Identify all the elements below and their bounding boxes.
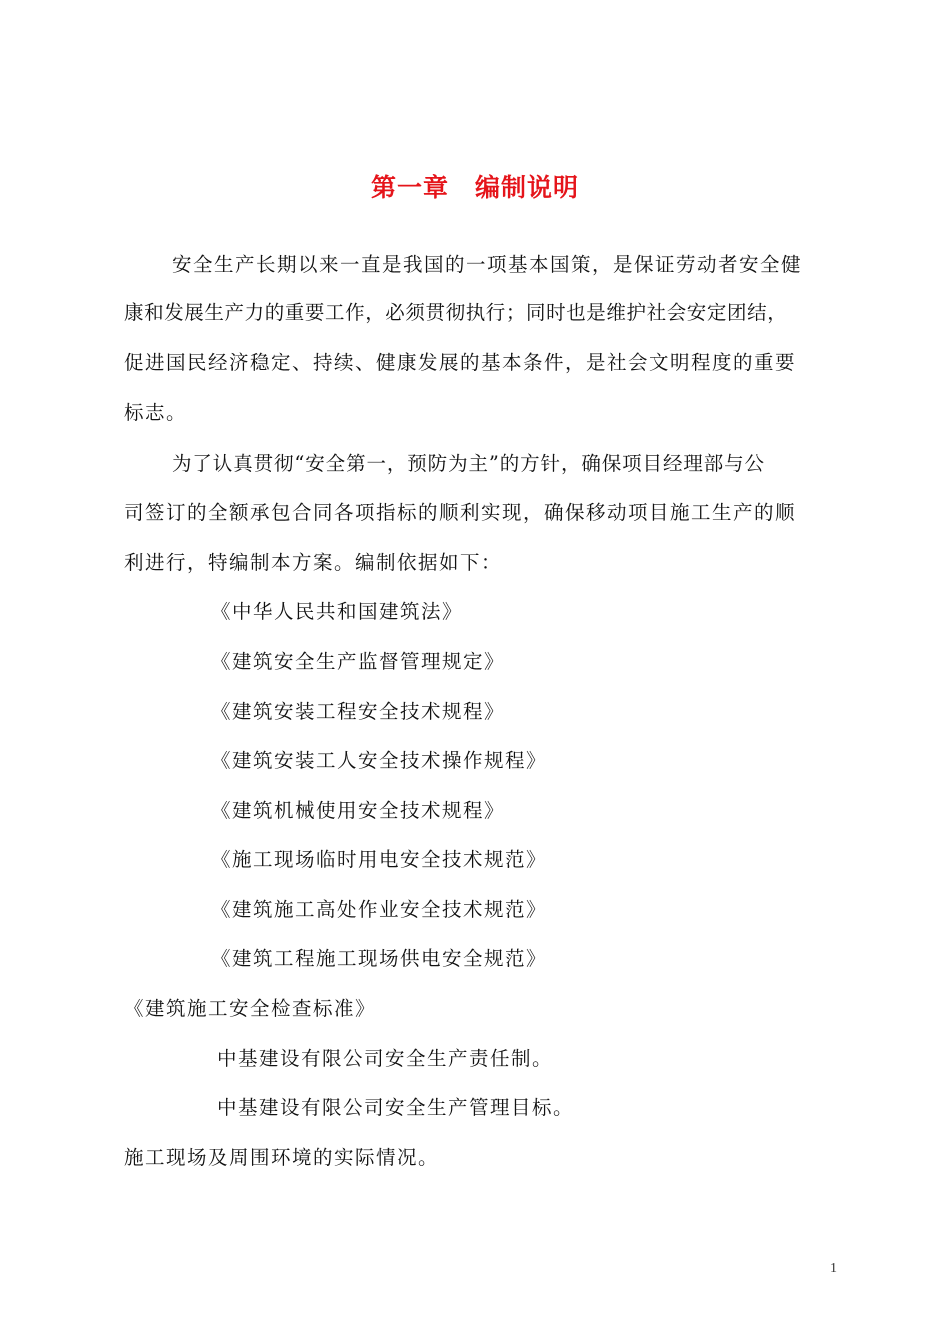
paragraph-1-line-2: 康和发展生产力的重要工作，必须贯彻执行；同时也是维护社会安定团结，: [124, 301, 788, 324]
reference-item: 《建筑工程施工现场供电安全规范》: [211, 947, 548, 970]
reference-item: 《建筑施工高处作业安全技术规范》: [211, 898, 548, 921]
paragraph-2-line-2: 司签订的全额承包合同各项指标的顺利实现，确保移动项目施工生产的顺: [124, 501, 797, 524]
reference-item: 中基建设有限公司安全生产管理目标。: [217, 1096, 575, 1119]
reference-item: 《施工现场临时用电安全技术规范》: [211, 848, 548, 871]
reference-item: 《建筑安全生产监督管理规定》: [211, 650, 506, 673]
page-number: 1: [830, 1261, 837, 1276]
paragraph-1-line-1: 安全生产长期以来一直是我国的一项基本国策，是保证劳动者安全健: [172, 253, 803, 276]
paragraph-2-line-1: 为了认真贯彻“安全第一，预防为主”的方针，确保项目经理部与公: [172, 452, 765, 475]
reference-item: 中基建设有限公司安全生产责任制。: [217, 1047, 554, 1070]
reference-item: 《建筑安装工人安全技术操作规程》: [211, 749, 548, 772]
reference-item: 《建筑机械使用安全技术规程》: [211, 799, 506, 822]
chapter-title: 第一章 编制说明: [370, 173, 579, 202]
reference-item: 施工现场及周围环境的实际情况。: [124, 1146, 440, 1169]
reference-item: 《建筑安装工程安全技术规程》: [211, 700, 506, 723]
paragraph-2-line-3: 利进行，特编制本方案。编制依据如下：: [124, 551, 503, 574]
reference-item: 《中华人民共和国建筑法》: [211, 600, 464, 623]
reference-item: 《建筑施工安全检查标准》: [124, 997, 377, 1020]
paragraph-1-line-4: 标志。: [124, 401, 188, 424]
paragraph-1-line-3: 促进国民经济稳定、持续、健康发展的基本条件，是社会文明程度的重要: [124, 351, 797, 374]
